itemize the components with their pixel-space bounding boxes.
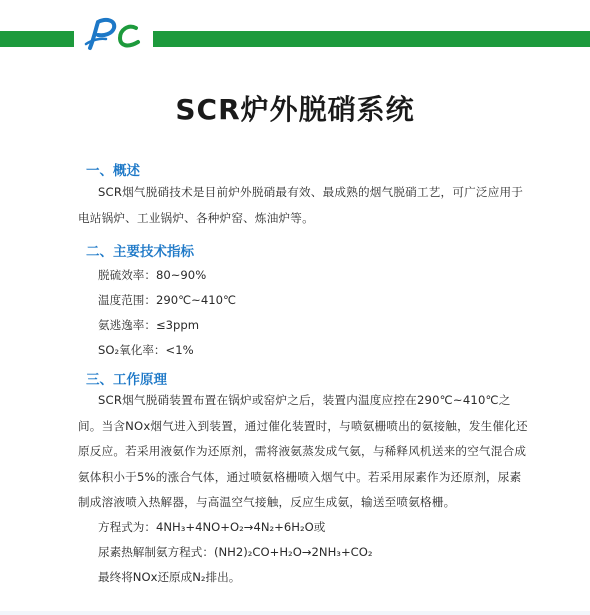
header-bar-right [153,31,590,47]
page-bottom-strip [0,611,590,615]
section-heading-indicators: 二、主要技术指标 [86,244,194,260]
overview-text: SCR烟气脱硝技术是目前炉外脱硝最有效、最成熟的烟气脱硝工艺，可广泛应用于电站锅炉、工业锅炉、各种炉窑、炼油炉等。 [78,185,524,225]
indicator-item: 脱硫效率：80~90% [98,268,207,282]
header-bar-left [0,31,74,47]
equation-line: 尿素热解制氨方程式：(NH2)₂CO+H₂O→2NH₃+CO₂ [98,545,373,559]
indicator-item: SO₂氧化率：<1% [98,343,194,357]
page-title: SCR炉外脱硝系统 [175,93,415,126]
principle-text: SCR烟气脱硝装置布置在锅炉或窑炉之后，装置内温度应控在290℃~410℃之间。当含NOx烟气进入到装置，通过催化装置时，与喷氨栅喷出的氨接触，发生催化还原反应。若采用液氨作为还原剂，需将液氨蒸发成气氨，与稀释风机送来的空气混合成氨体积小于5%的涨合气体，通过喷氨格栅喷入烟气中。若采用尿素作为还原剂，尿素制成溶液喷入热解器，与高温空气接触，反应生成氨，输送至喷氨格栅。 [78,393,528,509]
section-heading-overview: 一、概述 [86,163,140,179]
indicator-item: 温度范围：290℃~410℃ [98,293,236,307]
indicator-item: 氨逃逸率：≤3ppm [98,318,200,332]
equation-line: 最终将NOx还原成N₂排出。 [98,570,241,584]
section-heading-principle: 三、工作原理 [86,372,167,388]
pc-logo-icon [82,14,146,56]
overview-paragraph [78,180,530,231]
principle-paragraph [78,388,530,516]
equation-line: 方程式为：4NH₃+4NO+O₂→4N₂+6H₂O或 [98,520,326,534]
